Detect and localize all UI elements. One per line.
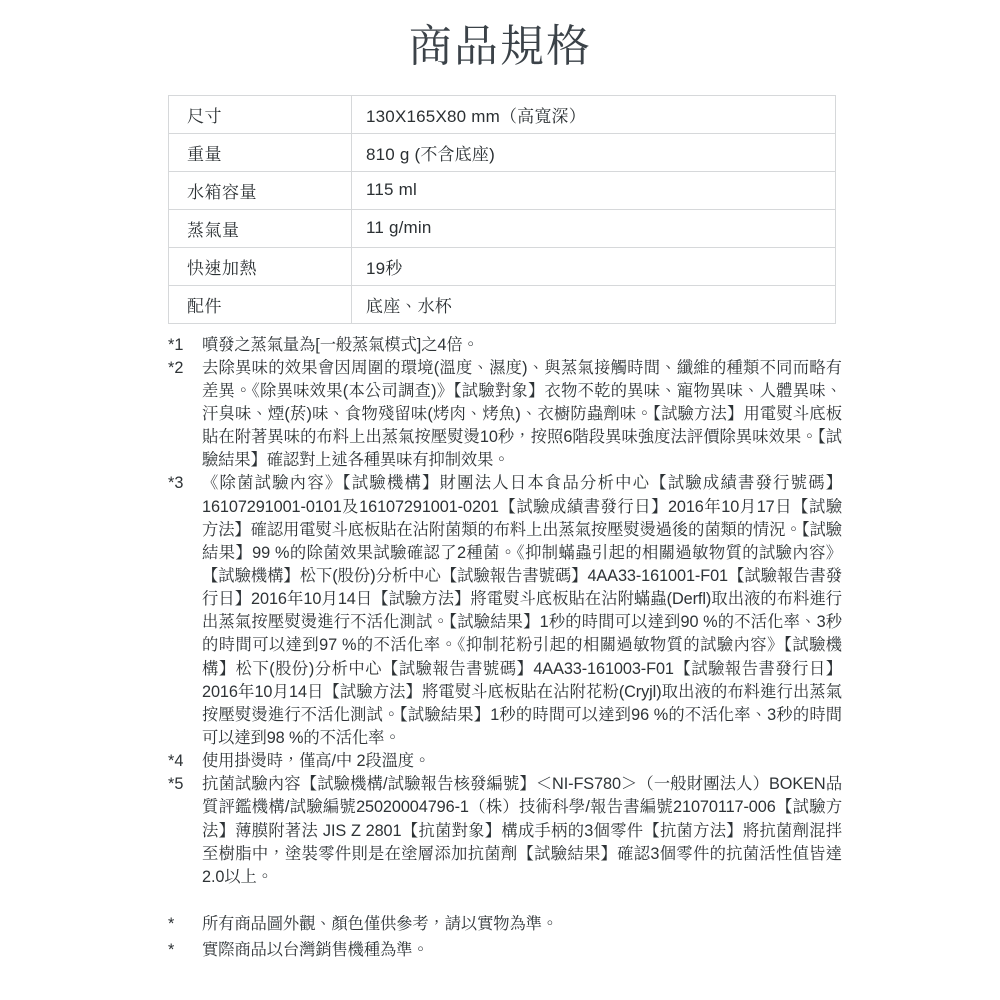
spec-value: 19秒 — [352, 247, 836, 285]
footnote-marker: *5 — [168, 775, 184, 794]
table-row — [169, 95, 836, 133]
footnote-marker: *4 — [168, 752, 184, 771]
table-row — [169, 285, 836, 323]
spec-value: 810 g (不含底座) — [352, 133, 836, 171]
table-row — [169, 247, 836, 285]
table-row — [169, 209, 836, 247]
footnote-item — [168, 773, 842, 889]
disclaimer-item — [168, 911, 842, 937]
page-title: 商品規格 — [408, 22, 592, 71]
footnote-marker: *3 — [168, 474, 184, 493]
spec-value: 底座、水杯 — [352, 285, 836, 323]
footnote-marker: *1 — [168, 335, 184, 354]
spec-value: 130X165X80 mm（高寬深） — [352, 95, 836, 133]
footnote-text: 去除異味的效果會因周圍的環境(溫度、濕度)、與蒸氣接觸時間、纖維的種類不同而略有差異。《除異味效果(本公司調查)》【試驗對象】衣物不乾的異味、寵物異味、人體異味、汗臭味、煙(菸)味、食物殘留味(烤肉、烤魚)、衣櫥防蟲劑味。【試驗方法】用電熨斗底板貼在附著異味的布料上出蒸氣按壓熨燙10秒，按照6階段異味強度法評價除異味效果。【試驗結果】確認對上述各種異味有抑制效果。 — [202, 358, 842, 470]
footnote-item — [168, 472, 842, 750]
spec-value: 11 g/min — [352, 209, 836, 247]
disclaimer-marker: * — [168, 914, 175, 933]
disclaimer-text: 所有商品圖外觀、顏色僅供參考，請以實物為準。 — [202, 914, 558, 933]
spec-table-body — [169, 95, 836, 323]
spec-value: 115 ml — [352, 171, 836, 209]
spec-label: 快速加熱 — [169, 247, 352, 285]
disclaimer-marker: * — [168, 941, 175, 960]
footnote-marker: *2 — [168, 358, 184, 377]
spec-label: 重量 — [169, 133, 352, 171]
footnote-item — [168, 334, 842, 357]
table-row — [169, 171, 836, 209]
footnote-item — [168, 750, 842, 773]
disclaimer-item — [168, 937, 842, 963]
footnote-item — [168, 357, 842, 473]
spec-table-container — [168, 95, 836, 324]
spec-table — [168, 95, 836, 324]
table-row — [169, 133, 836, 171]
footnote-text: 噴發之蒸氣量為[一般蒸氣模式]之4倍。 — [202, 335, 479, 354]
spec-label: 水箱容量 — [169, 171, 352, 209]
spec-label: 配件 — [169, 285, 352, 323]
disclaimer-text: 實際商品以台灣銷售機種為準。 — [202, 941, 429, 960]
footnote-text: 抗菌試驗內容【試驗機構/試驗報告核發編號】＜NI-FS780＞（一般財團法人）BOKEN品質評鑑機構/試驗編號25020004796-1（株）技術科學/報告書編號21070117-006【試驗方法】薄膜附著法 JIS Z 2801【抗菌對象】構成手柄的3個零件【抗菌方法】將抗菌劑混拌至樹脂中，塗裝零件則是在塗層添加抗菌劑【試驗結果】確認3個零件的抗菌活性值皆達2.0以上。 — [202, 775, 842, 886]
disclaimer-list — [168, 911, 842, 964]
footnote-text: 使用掛燙時，僅高/中 2段溫度。 — [202, 752, 431, 771]
footnotes-list — [168, 334, 842, 889]
spec-label: 蒸氣量 — [169, 209, 352, 247]
footnote-text: 《除菌試驗內容》【試驗機構】財團法人日本食品分析中心【試驗成績書發行號碼】16107291001-0101及16107291001-0201【試驗成績書發行日】2016年10月17日【試驗方法】確認用電熨斗底板貼在沾附菌類的布料上出蒸氣按壓熨燙過後的菌類的情況。【試驗結果】99 %的除菌效果試驗確認了2種菌。《抑制蟎蟲引起的相關過敏物質的試驗內容》【試驗機構】松下(股份)分析中心【試驗報告書號碼】4AA33-161001-F01【試驗報告書發行日】2016年10月14日【試驗方法】將電熨斗底板貼在沾附蟎蟲(Derfl)取出液的布料進行出蒸氣按壓熨燙進行不活化測試。【試驗結果】1秒的時間可以達到90 %的不活化率、3秒的時間可以達到97 %的不活化率。《抑制花粉引起的相關過敏物質的試驗內容》【試驗機構】松下(股份)分析中心【試驗報告書號碼】4AA33-161003-F01【試驗報告書發行日】2016年10月14日【試驗方法】將電熨斗底板貼在沾附花粉(Cryjl)取出液的布料進行出蒸氣按壓熨燙進行不活化測試。【試驗結果】1秒的時間可以達到96 %的不活化率、3秒的時間可以達到98 %的不活化率。 — [202, 474, 842, 747]
spec-label: 尺寸 — [169, 95, 352, 133]
